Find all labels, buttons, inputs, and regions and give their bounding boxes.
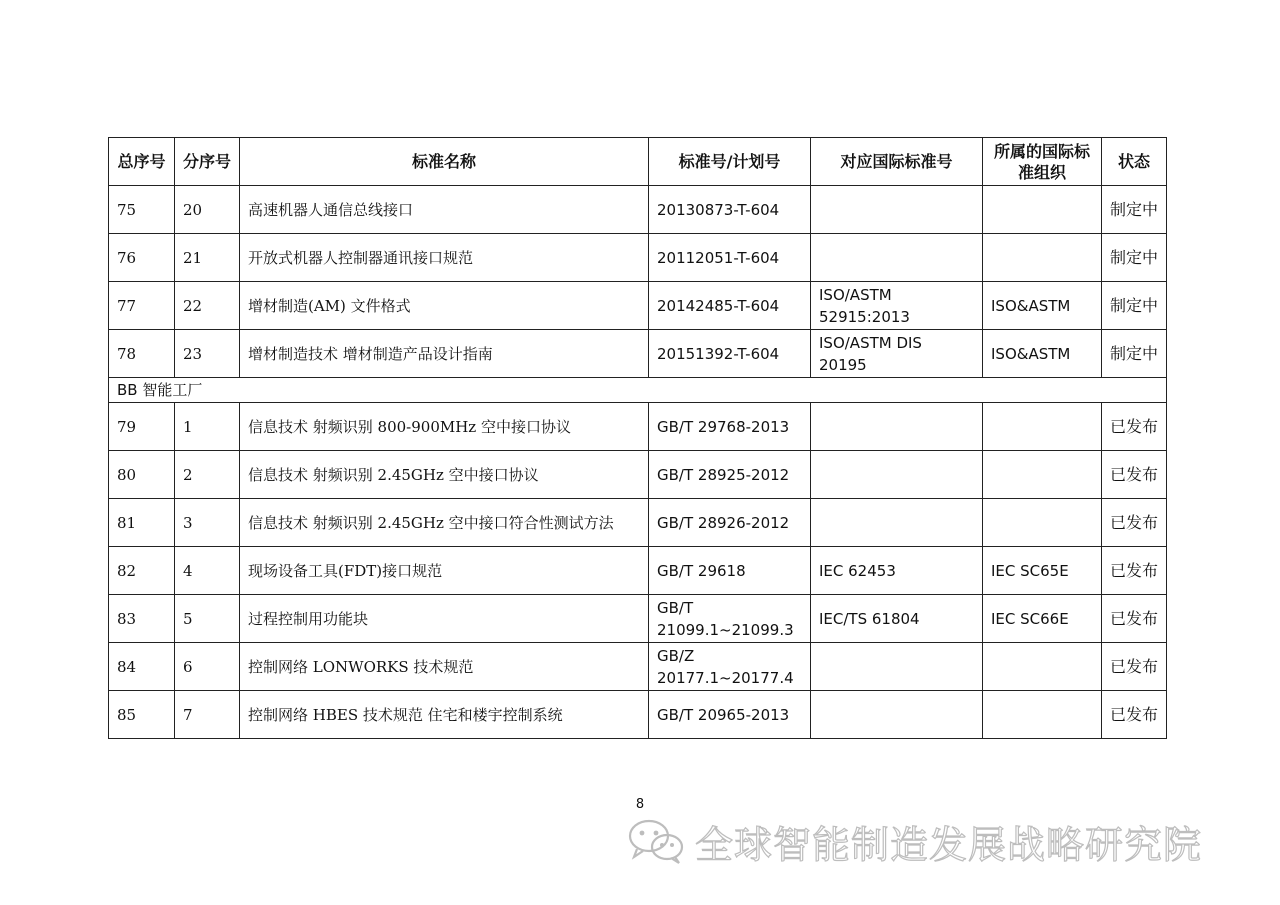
cell-intl: [811, 186, 983, 234]
cell-code: GB/T 28925-2012: [649, 451, 811, 499]
cell-org: [983, 643, 1102, 691]
cell-name: 控制网络 HBES 技术规范 住宅和楼宇控制系统: [240, 691, 649, 739]
header-name: 标准名称: [240, 138, 649, 186]
header-intl-org: 所属的国际标准组织: [983, 138, 1102, 186]
cell-total: 76: [109, 234, 175, 282]
cell-total: 77: [109, 282, 175, 330]
cell-code: GB/T 21099.1~21099.3: [649, 595, 811, 643]
cell-code: GB/T 29768-2013: [649, 403, 811, 451]
cell-intl: ISO/ASTM DIS 20195: [811, 330, 983, 378]
cell-sub: 7: [175, 691, 240, 739]
table-row: [109, 499, 1167, 547]
table-row: [109, 451, 1167, 499]
cell-intl: ISO/ASTM 52915:2013: [811, 282, 983, 330]
cell-sub: 6: [175, 643, 240, 691]
section-label: BB 智能工厂: [109, 378, 1167, 403]
cell-status: 已发布: [1102, 643, 1167, 691]
cell-status: 已发布: [1102, 451, 1167, 499]
cell-sub: 3: [175, 499, 240, 547]
cell-status: 制定中: [1102, 186, 1167, 234]
cell-code: 20151392-T-604: [649, 330, 811, 378]
cell-org: [983, 403, 1102, 451]
cell-sub: 2: [175, 451, 240, 499]
cell-org: [983, 499, 1102, 547]
cell-total: 78: [109, 330, 175, 378]
wechat-icon: [625, 816, 687, 866]
header-status: 状态: [1102, 138, 1167, 186]
cell-intl: [811, 643, 983, 691]
cell-total: 82: [109, 547, 175, 595]
cell-intl: [811, 691, 983, 739]
cell-org: [983, 691, 1102, 739]
cell-intl: [811, 499, 983, 547]
cell-status: 制定中: [1102, 330, 1167, 378]
header-sub-no: 分序号: [175, 138, 240, 186]
cell-sub: 4: [175, 547, 240, 595]
cell-sub: 21: [175, 234, 240, 282]
cell-org: IEC SC65E: [983, 547, 1102, 595]
cell-name: 开放式机器人控制器通讯接口规范: [240, 234, 649, 282]
cell-status: 已发布: [1102, 547, 1167, 595]
cell-code: GB/T 29618: [649, 547, 811, 595]
cell-name: 增材制造技术 增材制造产品设计指南: [240, 330, 649, 378]
header-std-no: 标准号/计划号: [649, 138, 811, 186]
table-row: [109, 282, 1167, 330]
cell-name: 信息技术 射频识别 800-900MHz 空中接口协议: [240, 403, 649, 451]
cell-org: [983, 234, 1102, 282]
table-row: [109, 547, 1167, 595]
cell-sub: 23: [175, 330, 240, 378]
cell-code: 20130873-T-604: [649, 186, 811, 234]
cell-status: 制定中: [1102, 234, 1167, 282]
cell-code: 20142485-T-604: [649, 282, 811, 330]
cell-total: 80: [109, 451, 175, 499]
cell-total: 84: [109, 643, 175, 691]
cell-org: [983, 186, 1102, 234]
cell-total: 81: [109, 499, 175, 547]
table-row: [109, 186, 1167, 234]
cell-status: 已发布: [1102, 403, 1167, 451]
watermark: [625, 816, 1202, 866]
cell-intl: IEC 62453: [811, 547, 983, 595]
header-total-no: 总序号: [109, 138, 175, 186]
table-row: [109, 403, 1167, 451]
watermark-text: 全球智能制造发展战略研究院: [695, 822, 1203, 867]
cell-intl: [811, 451, 983, 499]
cell-code: GB/Z 20177.1~20177.4: [649, 643, 811, 691]
page-number: 8: [635, 797, 645, 812]
cell-code: GB/T 28926-2012: [649, 499, 811, 547]
cell-name: 信息技术 射频识别 2.45GHz 空中接口协议: [240, 451, 649, 499]
cell-status: 制定中: [1102, 282, 1167, 330]
cell-total: 85: [109, 691, 175, 739]
cell-org: ISO&ASTM: [983, 282, 1102, 330]
table-row: [109, 691, 1167, 739]
standards-table: [108, 137, 1167, 739]
cell-intl: [811, 403, 983, 451]
cell-code: 20112051-T-604: [649, 234, 811, 282]
cell-name: 控制网络 LONWORKS 技术规范: [240, 643, 649, 691]
cell-total: 83: [109, 595, 175, 643]
cell-intl: IEC/TS 61804: [811, 595, 983, 643]
cell-sub: 1: [175, 403, 240, 451]
header-row: [109, 138, 1167, 186]
cell-name: 高速机器人通信总线接口: [240, 186, 649, 234]
cell-name: 现场设备工具(FDT)接口规范: [240, 547, 649, 595]
cell-name: 信息技术 射频识别 2.45GHz 空中接口符合性测试方法: [240, 499, 649, 547]
cell-sub: 20: [175, 186, 240, 234]
cell-total: 75: [109, 186, 175, 234]
cell-name: 过程控制用功能块: [240, 595, 649, 643]
cell-org: ISO&ASTM: [983, 330, 1102, 378]
cell-org: IEC SC66E: [983, 595, 1102, 643]
cell-intl: [811, 234, 983, 282]
cell-status: 已发布: [1102, 691, 1167, 739]
header-intl-std: 对应国际标准号: [811, 138, 983, 186]
section-row: [109, 378, 1167, 403]
table-row: [109, 234, 1167, 282]
cell-org: [983, 451, 1102, 499]
cell-sub: 5: [175, 595, 240, 643]
table-row: [109, 643, 1167, 691]
cell-total: 79: [109, 403, 175, 451]
cell-status: 已发布: [1102, 499, 1167, 547]
table-row: [109, 595, 1167, 643]
cell-name: 增材制造(AM) 文件格式: [240, 282, 649, 330]
cell-sub: 22: [175, 282, 240, 330]
cell-code: GB/T 20965-2013: [649, 691, 811, 739]
table-row: [109, 330, 1167, 378]
cell-status: 已发布: [1102, 595, 1167, 643]
